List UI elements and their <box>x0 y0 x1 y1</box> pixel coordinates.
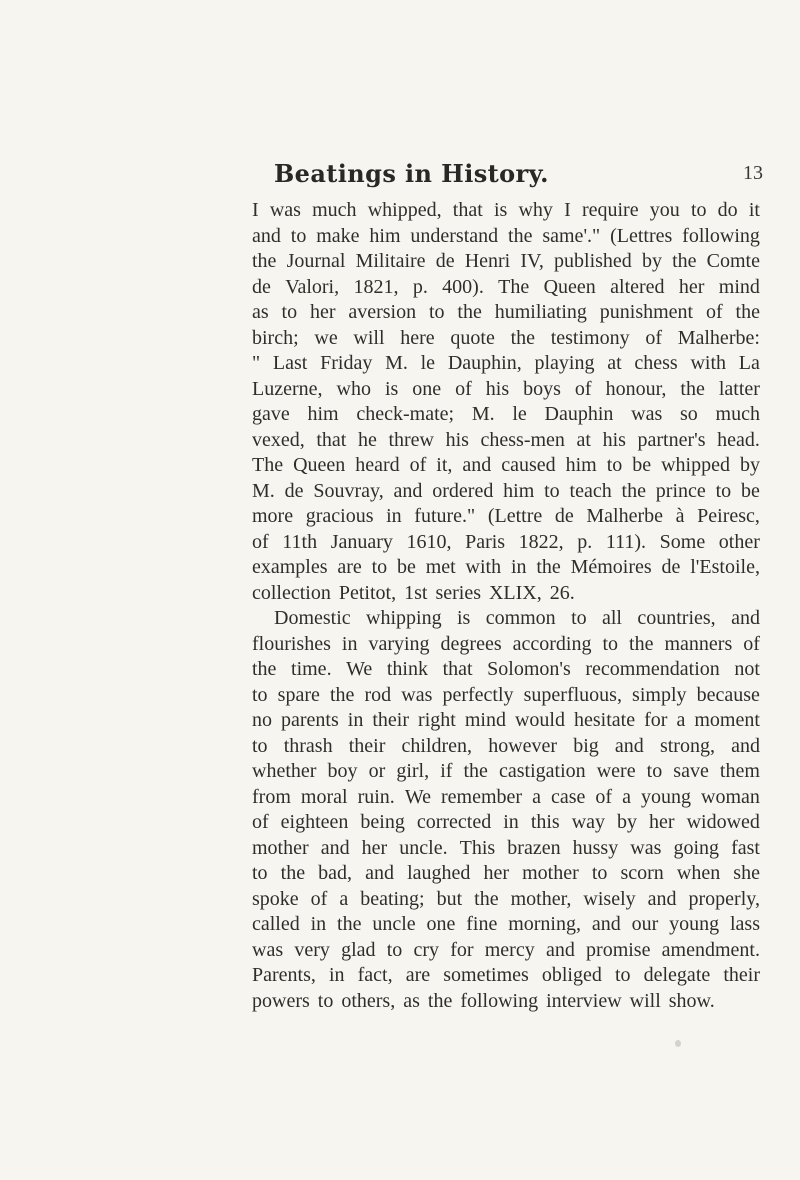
text-line: de Valori, 1821, p. 400). The Queen altered her mind <box>252 275 760 298</box>
body-text <box>252 198 760 1014</box>
text-line: from moral ruin. We remember a case of a young woman <box>252 785 760 808</box>
text-line: to thrash their children, however big and strong, and <box>252 734 760 757</box>
text-line: " Last Friday M. le Dauphin, playing at chess with La <box>252 352 760 374</box>
text-line: I was much whipped, that is why I require you to do it <box>252 199 760 221</box>
text-line: gave him check-mate; M. le Dauphin was so much <box>252 403 760 425</box>
text-line: to spare the rod was perfectly superfluous, simply because <box>252 683 760 706</box>
text-line: the time. We think that Solomon's recommendation not <box>252 658 760 680</box>
text-line: birch; we will here quote the testimony of Malherbe: <box>252 326 760 349</box>
text-line: the Journal Militaire de Henri IV, published by the Comte <box>252 250 760 272</box>
text-line: collection Petitot, 1st series XLIX, 26. <box>252 581 575 604</box>
text-line: of eighteen being corrected in this way by her widowed <box>252 811 760 833</box>
text-line: more gracious in future." (Lettre de Malherbe à Peiresc, <box>252 505 760 527</box>
text-line: as to her aversion to the humiliating punishment of the <box>252 301 760 323</box>
text-line: was very glad to cry for mercy and promise amendment. <box>252 938 760 961</box>
text-line: examples are to be met with in the Mémoires de l'Estoile, <box>252 556 760 578</box>
text-line: spoke of a beating; but the mother, wisely and properly, <box>252 887 760 910</box>
text-line: of 11th January 1610, Paris 1822, p. 111). Some other <box>252 530 760 553</box>
text-line: powers to others, as the following interview will show. <box>252 989 715 1012</box>
page-number: 13 <box>743 162 763 184</box>
text-line: and to make him understand the same'." (Lettres following <box>252 224 760 247</box>
text-line: vexed, that he threw his chess-men at his partner's head. <box>252 428 760 451</box>
paper-speck <box>675 1040 681 1047</box>
text-line: Luzerne, who is one of his boys of honour, the latter <box>252 377 760 400</box>
page-header <box>252 159 776 193</box>
text-line: called in the uncle one fine morning, and our young lass <box>252 913 760 935</box>
text-line: flourishes in varying degrees according to the manners of <box>252 632 760 655</box>
text-line: Parents, in fact, are sometimes obliged to delegate their <box>252 964 760 986</box>
text-line: mother and her uncle. This brazen hussy was going fast <box>252 836 760 859</box>
text-line: Domestic whipping is common to all countries, and <box>274 607 760 629</box>
text-line: M. de Souvray, and ordered him to teach the prince to be <box>252 479 760 502</box>
running-head: Beatings in History. <box>274 159 549 188</box>
text-line: whether boy or girl, if the castigation were to save them <box>252 760 760 782</box>
text-line: The Queen heard of it, and caused him to be whipped by <box>252 454 760 476</box>
text-line: no parents in their right mind would hesitate for a moment <box>252 709 760 731</box>
text-line: to the bad, and laughed her mother to scorn when she <box>252 862 760 884</box>
